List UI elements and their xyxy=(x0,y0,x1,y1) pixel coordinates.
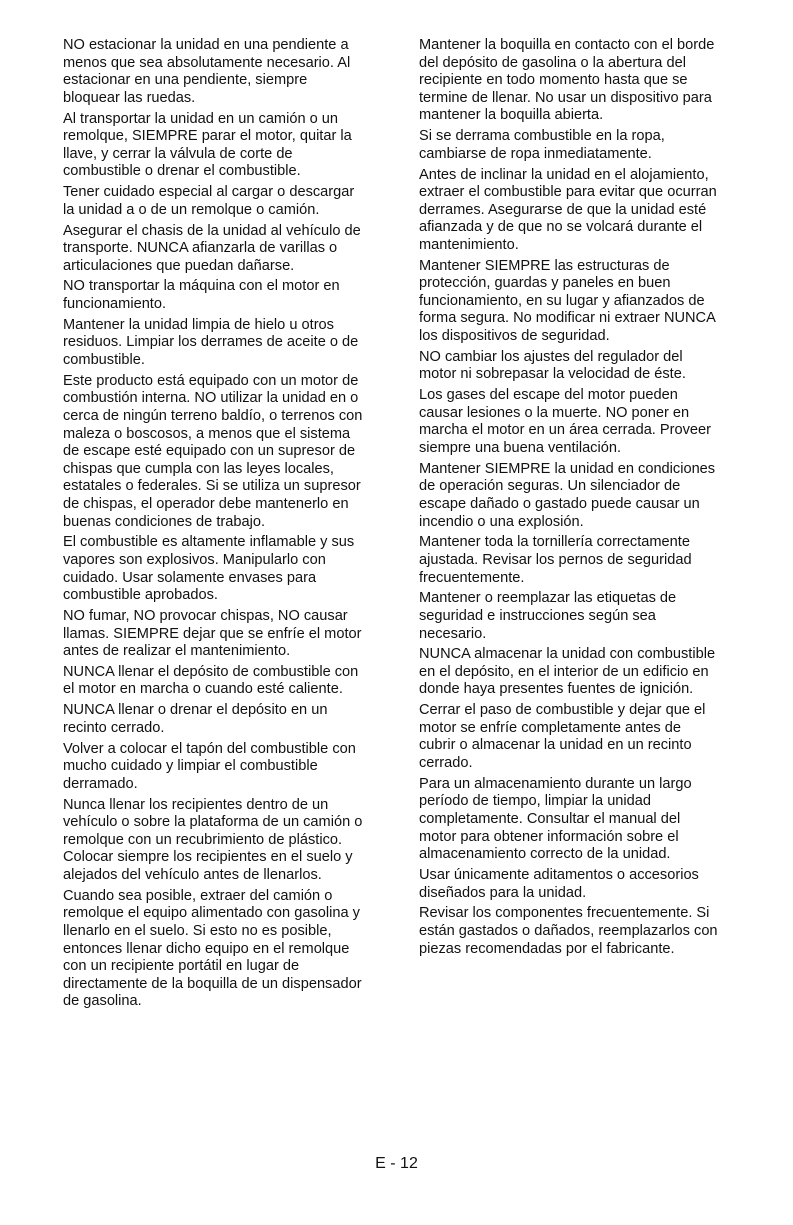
text-line: maleza o boscosos, a menos que el sistema xyxy=(63,425,351,442)
text-line: piezas recomendadas por el fabricante. xyxy=(419,940,675,957)
text-line: NUNCA almacenar la unidad con combustible xyxy=(419,646,716,663)
text-line: de operación seguras. Un silenciador de xyxy=(419,478,681,495)
safety-paragraph xyxy=(419,37,749,125)
text-line: Antes de inclinar la unidad en el alojamiento, xyxy=(419,166,709,183)
text-line: NUNCA llenar o drenar el depósito en un xyxy=(63,702,328,719)
text-line: Mantener la boquilla en contacto con el borde xyxy=(419,37,715,53)
text-line: funcionamiento, en su lugar y afianzados de xyxy=(419,292,705,309)
text-line: articulaciones que puedan dañarse. xyxy=(63,257,295,274)
text-line: de chispas, el operador debe mantenerlo en xyxy=(63,495,349,512)
text-line: en el depósito, en el interior de un edificio en xyxy=(419,663,709,680)
safety-paragraph xyxy=(63,534,393,604)
safety-paragraph xyxy=(419,905,749,958)
safety-paragraph xyxy=(419,590,749,643)
text-line: directamente de la boquilla de un dispensador xyxy=(63,975,362,992)
text-line: están gastados o dañados, reemplazarlos con xyxy=(419,922,718,939)
text-line: NO estacionar la unidad en una pendiente a xyxy=(63,37,349,53)
text-line: mantener la boquilla abierta. xyxy=(419,107,604,124)
text-line: los dispositivos de seguridad. xyxy=(419,328,610,345)
text-line: protección, guardas y paneles en buen xyxy=(419,275,671,292)
text-line: marcha el motor en un área cerrada. Proveer xyxy=(419,422,712,439)
text-line: Asegurar el chasis de la unidad al vehículo de xyxy=(63,222,361,239)
text-line: Para un almacenamiento durante un largo xyxy=(419,775,692,792)
safety-paragraph xyxy=(63,664,393,699)
text-line: motor ni sobrepasar la velocidad de éste. xyxy=(419,366,686,383)
text-line: Colocar siempre los recipientes en el suelo y xyxy=(63,849,353,866)
safety-paragraph xyxy=(63,37,393,107)
text-line: antes de realizar el mantenimiento. xyxy=(63,643,291,660)
text-line: NO cambiar los ajustes del regulador del xyxy=(419,348,683,365)
text-line: remolque el equipo alimentado con gasolina y xyxy=(63,905,360,922)
text-line: remolque, SIEMPRE parar el motor, quitar la xyxy=(63,128,352,145)
text-line: Mantener toda la tornillería correctamente xyxy=(419,534,690,551)
safety-paragraph xyxy=(419,461,749,531)
text-line: Al transportar la unidad en un camión o un xyxy=(63,110,339,127)
text-line: Revisar los componentes frecuentemente. Si xyxy=(419,905,710,922)
text-line: escape dañado o gastado puede causar un xyxy=(419,495,700,512)
text-line: ajustada. Revisar los pernos de seguridad xyxy=(419,551,692,568)
text-line: buenas condiciones de trabajo. xyxy=(63,513,266,530)
safety-paragraph xyxy=(419,167,749,255)
text-line: combustible o drenar el combustible. xyxy=(63,163,301,180)
text-line: estacionar en una pendiente, siempre xyxy=(63,72,308,89)
text-line: de gasolina. xyxy=(63,993,142,1010)
text-line: Cuando sea posible, extraer del camión o xyxy=(63,887,333,904)
text-line: siempre una buena ventilación. xyxy=(419,440,622,456)
text-line: cuidado. Usar solamente envases para xyxy=(63,569,317,586)
left-column xyxy=(63,37,393,1014)
text-line: extraer el combustible para evitar que ocurran xyxy=(419,184,717,201)
text-line: cerrado. xyxy=(419,755,473,772)
safety-paragraph xyxy=(63,888,393,1011)
text-line: bloquear las ruedas. xyxy=(63,89,196,106)
text-line: Si se derrama combustible en la ropa, xyxy=(419,128,665,145)
text-line: remolque con un recubrimiento de plástico. xyxy=(63,831,343,848)
text-line: Volver a colocar el tapón del combustible con xyxy=(63,740,356,757)
text-line: cerca de ningún terreno baldío, o terrenos con xyxy=(63,408,363,424)
text-line: Mantener la unidad limpia de hielo u otros xyxy=(63,316,334,333)
text-line: recinto cerrado. xyxy=(63,719,165,736)
text-line: derramado. xyxy=(63,775,138,792)
safety-paragraph xyxy=(63,223,393,276)
text-line: necesario. xyxy=(419,625,487,642)
text-line: transporte. NUNCA afianzarla de varillas o xyxy=(63,240,338,257)
safety-paragraph xyxy=(63,702,393,737)
text-line: chispas que cumpla con las leyes locales, xyxy=(63,460,334,477)
text-line: NO fumar, NO provocar chispas, NO causar xyxy=(63,607,348,624)
text-line: llamas. SIEMPRE dejar que se enfríe el motor xyxy=(63,625,362,642)
text-line: termine de llenar. No usar un dispositivo para xyxy=(419,89,712,106)
page-number: E - 12 xyxy=(375,1155,418,1172)
text-line: Nunca llenar los recipientes dentro de un xyxy=(63,796,329,813)
text-line: alejados del vehículo antes de llenarlos. xyxy=(63,866,322,883)
text-line: Mantener SIEMPRE las estructuras de xyxy=(419,257,670,274)
text-line: combustible aprobados. xyxy=(63,587,218,604)
text-line: Cerrar el paso de combustible y dejar que el xyxy=(419,702,706,719)
safety-paragraph xyxy=(63,184,393,219)
text-line: almacenamiento correcto de la unidad. xyxy=(419,846,671,863)
safety-paragraph xyxy=(419,702,749,772)
text-line: combustible. xyxy=(63,352,145,369)
text-line: Tener cuidado especial al cargar o descargar xyxy=(63,184,355,201)
text-line: NUNCA llenar el depósito de combustible con xyxy=(63,663,359,680)
text-line: recipiente en todo momento hasta que se xyxy=(419,72,688,89)
text-line: Mantener SIEMPRE la unidad en condiciones xyxy=(419,460,716,477)
safety-paragraph xyxy=(419,349,749,384)
text-line: combustión interna. NO utilizar la unidad en o xyxy=(63,390,359,407)
text-line: el motor en marcha o cuando esté caliente. xyxy=(63,681,343,698)
text-line: seguridad e instrucciones según sea xyxy=(419,607,656,624)
text-line: NO transportar la máquina con el motor en xyxy=(63,278,340,295)
text-line: la unidad a o de un remolque o camión. xyxy=(63,201,320,218)
text-line: donde haya presentes fuentes de ignición. xyxy=(419,681,694,698)
safety-paragraph xyxy=(63,797,393,885)
text-line: vehículo o sobre la plataforma de un camión o xyxy=(63,814,363,831)
text-line: forma segura. No modificar ni extraer NUNCA xyxy=(419,310,716,327)
safety-paragraph xyxy=(419,128,749,163)
text-line: Mantener o reemplazar las etiquetas de xyxy=(419,590,677,607)
text-line: llenarlo en el suelo. Si esto no es posible, xyxy=(63,922,332,939)
text-line: cambiarse de ropa inmediatamente. xyxy=(419,145,652,162)
safety-paragraph xyxy=(419,776,749,864)
safety-paragraph xyxy=(63,317,393,370)
text-line: frecuentemente. xyxy=(419,569,525,586)
safety-paragraph xyxy=(63,741,393,794)
text-line: motor para obtener información sobre el xyxy=(419,828,679,845)
text-line: Este producto está equipado con un motor de xyxy=(63,372,359,389)
text-line: mucho cuidado y limpiar el combustible xyxy=(63,758,318,775)
text-line: con un recipiente portátil en lugar de xyxy=(63,958,300,975)
text-line: residuos. Limpiar los derrames de aceite o de xyxy=(63,334,359,351)
text-line: mantenimiento. xyxy=(419,236,519,253)
text-line: completamente. Consultar el manual del xyxy=(419,811,681,827)
right-column xyxy=(419,37,749,961)
text-line: afianzada y de que no se volcará durante el xyxy=(419,219,703,236)
text-line: Los gases del escape del motor pueden xyxy=(419,387,678,404)
text-line: menos que sea absolutamente necesario. Al xyxy=(63,54,351,71)
text-line: Usar únicamente aditamentos o accesorios xyxy=(419,866,699,883)
text-line: El combustible es altamente inflamable y sus xyxy=(63,534,355,551)
safety-paragraph xyxy=(419,867,749,902)
safety-paragraph xyxy=(419,387,749,457)
text-line: cubrir o almacenar la unidad en un recinto xyxy=(419,737,692,754)
text-line: funcionamiento. xyxy=(63,296,167,313)
text-line: diseñados para la unidad. xyxy=(419,884,587,901)
text-line: entonces llenar dicho equipo en el remolque xyxy=(63,940,350,957)
text-line: estatales o federales. Si se utiliza un supresor xyxy=(63,478,361,495)
text-line: del depósito de gasolina o la abertura del xyxy=(419,54,686,71)
safety-paragraph xyxy=(63,373,393,531)
text-line: causar lesiones o la muerte. NO poner en xyxy=(419,404,690,421)
safety-paragraph xyxy=(63,278,393,313)
text-line: período de tiempo, limpiar la unidad xyxy=(419,793,652,810)
safety-paragraph xyxy=(419,534,749,587)
safety-paragraph xyxy=(63,608,393,661)
safety-paragraph xyxy=(419,258,749,346)
text-line: vapores son explosivos. Manipularlo con xyxy=(63,551,326,568)
text-line: llave, y cerrar la válvula de corte de xyxy=(63,145,293,162)
safety-paragraph xyxy=(63,111,393,181)
text-line: incendio o una explosión. xyxy=(419,513,584,530)
text-line: derrames. Asegurarse de que la unidad esté xyxy=(419,201,707,218)
safety-paragraph xyxy=(419,646,749,699)
text-line: motor se enfríe completamente antes de xyxy=(419,719,682,736)
text-line: de escape esté equipado con un supresor de xyxy=(63,443,356,460)
